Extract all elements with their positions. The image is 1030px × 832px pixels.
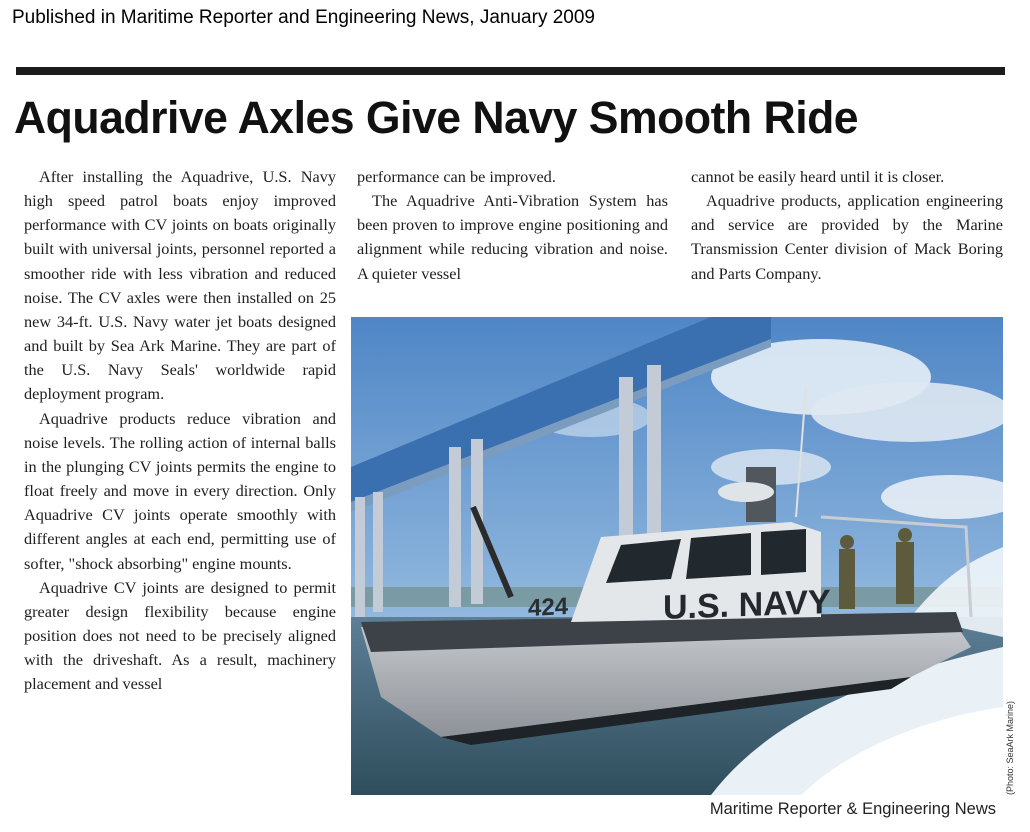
hull-marking: U.S. NAVY [663, 583, 831, 627]
paragraph: The Aquadrive Anti-Vibration System has been proven to improve engine positioning and alignment while reducing vibration and noise. A quieter vessel [357, 191, 668, 283]
photo-credit: (Photo: SeaArk Marine) [1005, 700, 1015, 795]
article-column-1 [24, 165, 336, 696]
paragraph: After installing the Aquadrive, U.S. Navy high speed patrol boats enjoy improved performance with CV joints on boats originally built with universal joints, personnel reported a smoother ride with less vibration and reduced noise. The CV axles were then installed on 25 new 34-ft. U.S. Navy water jet boats designed and built by Sea Ark Marine. They are part of the U.S. Navy Seals' worldwide rapid deployment program. [24, 167, 336, 404]
article-column-3 [691, 165, 1003, 286]
footer-publication: Maritime Reporter & Engineering News [709, 800, 996, 818]
paragraph: Aquadrive CV joints are designed to permit greater design flexibility because engine position does not need to be precisely aligned with the driveshaft. As a result, machinery placement and vessel [24, 577, 336, 694]
article-headline: Aquadrive Axles Give Navy Smooth Ride [14, 92, 859, 143]
header-rule [16, 67, 1005, 75]
paragraph: Aquadrive products, application engineering and service are provided by the Marine Transmission Center division of Mack Boring and Parts Company. [691, 191, 1003, 283]
paragraph: performance can be improved. [357, 167, 556, 186]
publication-line: Published in Maritime Reporter and Engineering News, January 2009 [12, 7, 595, 28]
hull-number: 424 [528, 592, 569, 623]
article-column-2 [357, 165, 668, 286]
paragraph: cannot be easily heard until it is closer. [691, 167, 945, 186]
navy-patrol-boat-photo [351, 317, 1003, 795]
paragraph: Aquadrive products reduce vibration and noise levels. The rolling action of internal balls in the plunging CV joints permits the engine to float freely and move in every direction. Only Aquadrive CV joints operate smoothly with different angles at each end, permitting use of softer, "shock absorbing" engine mounts. [24, 408, 336, 573]
